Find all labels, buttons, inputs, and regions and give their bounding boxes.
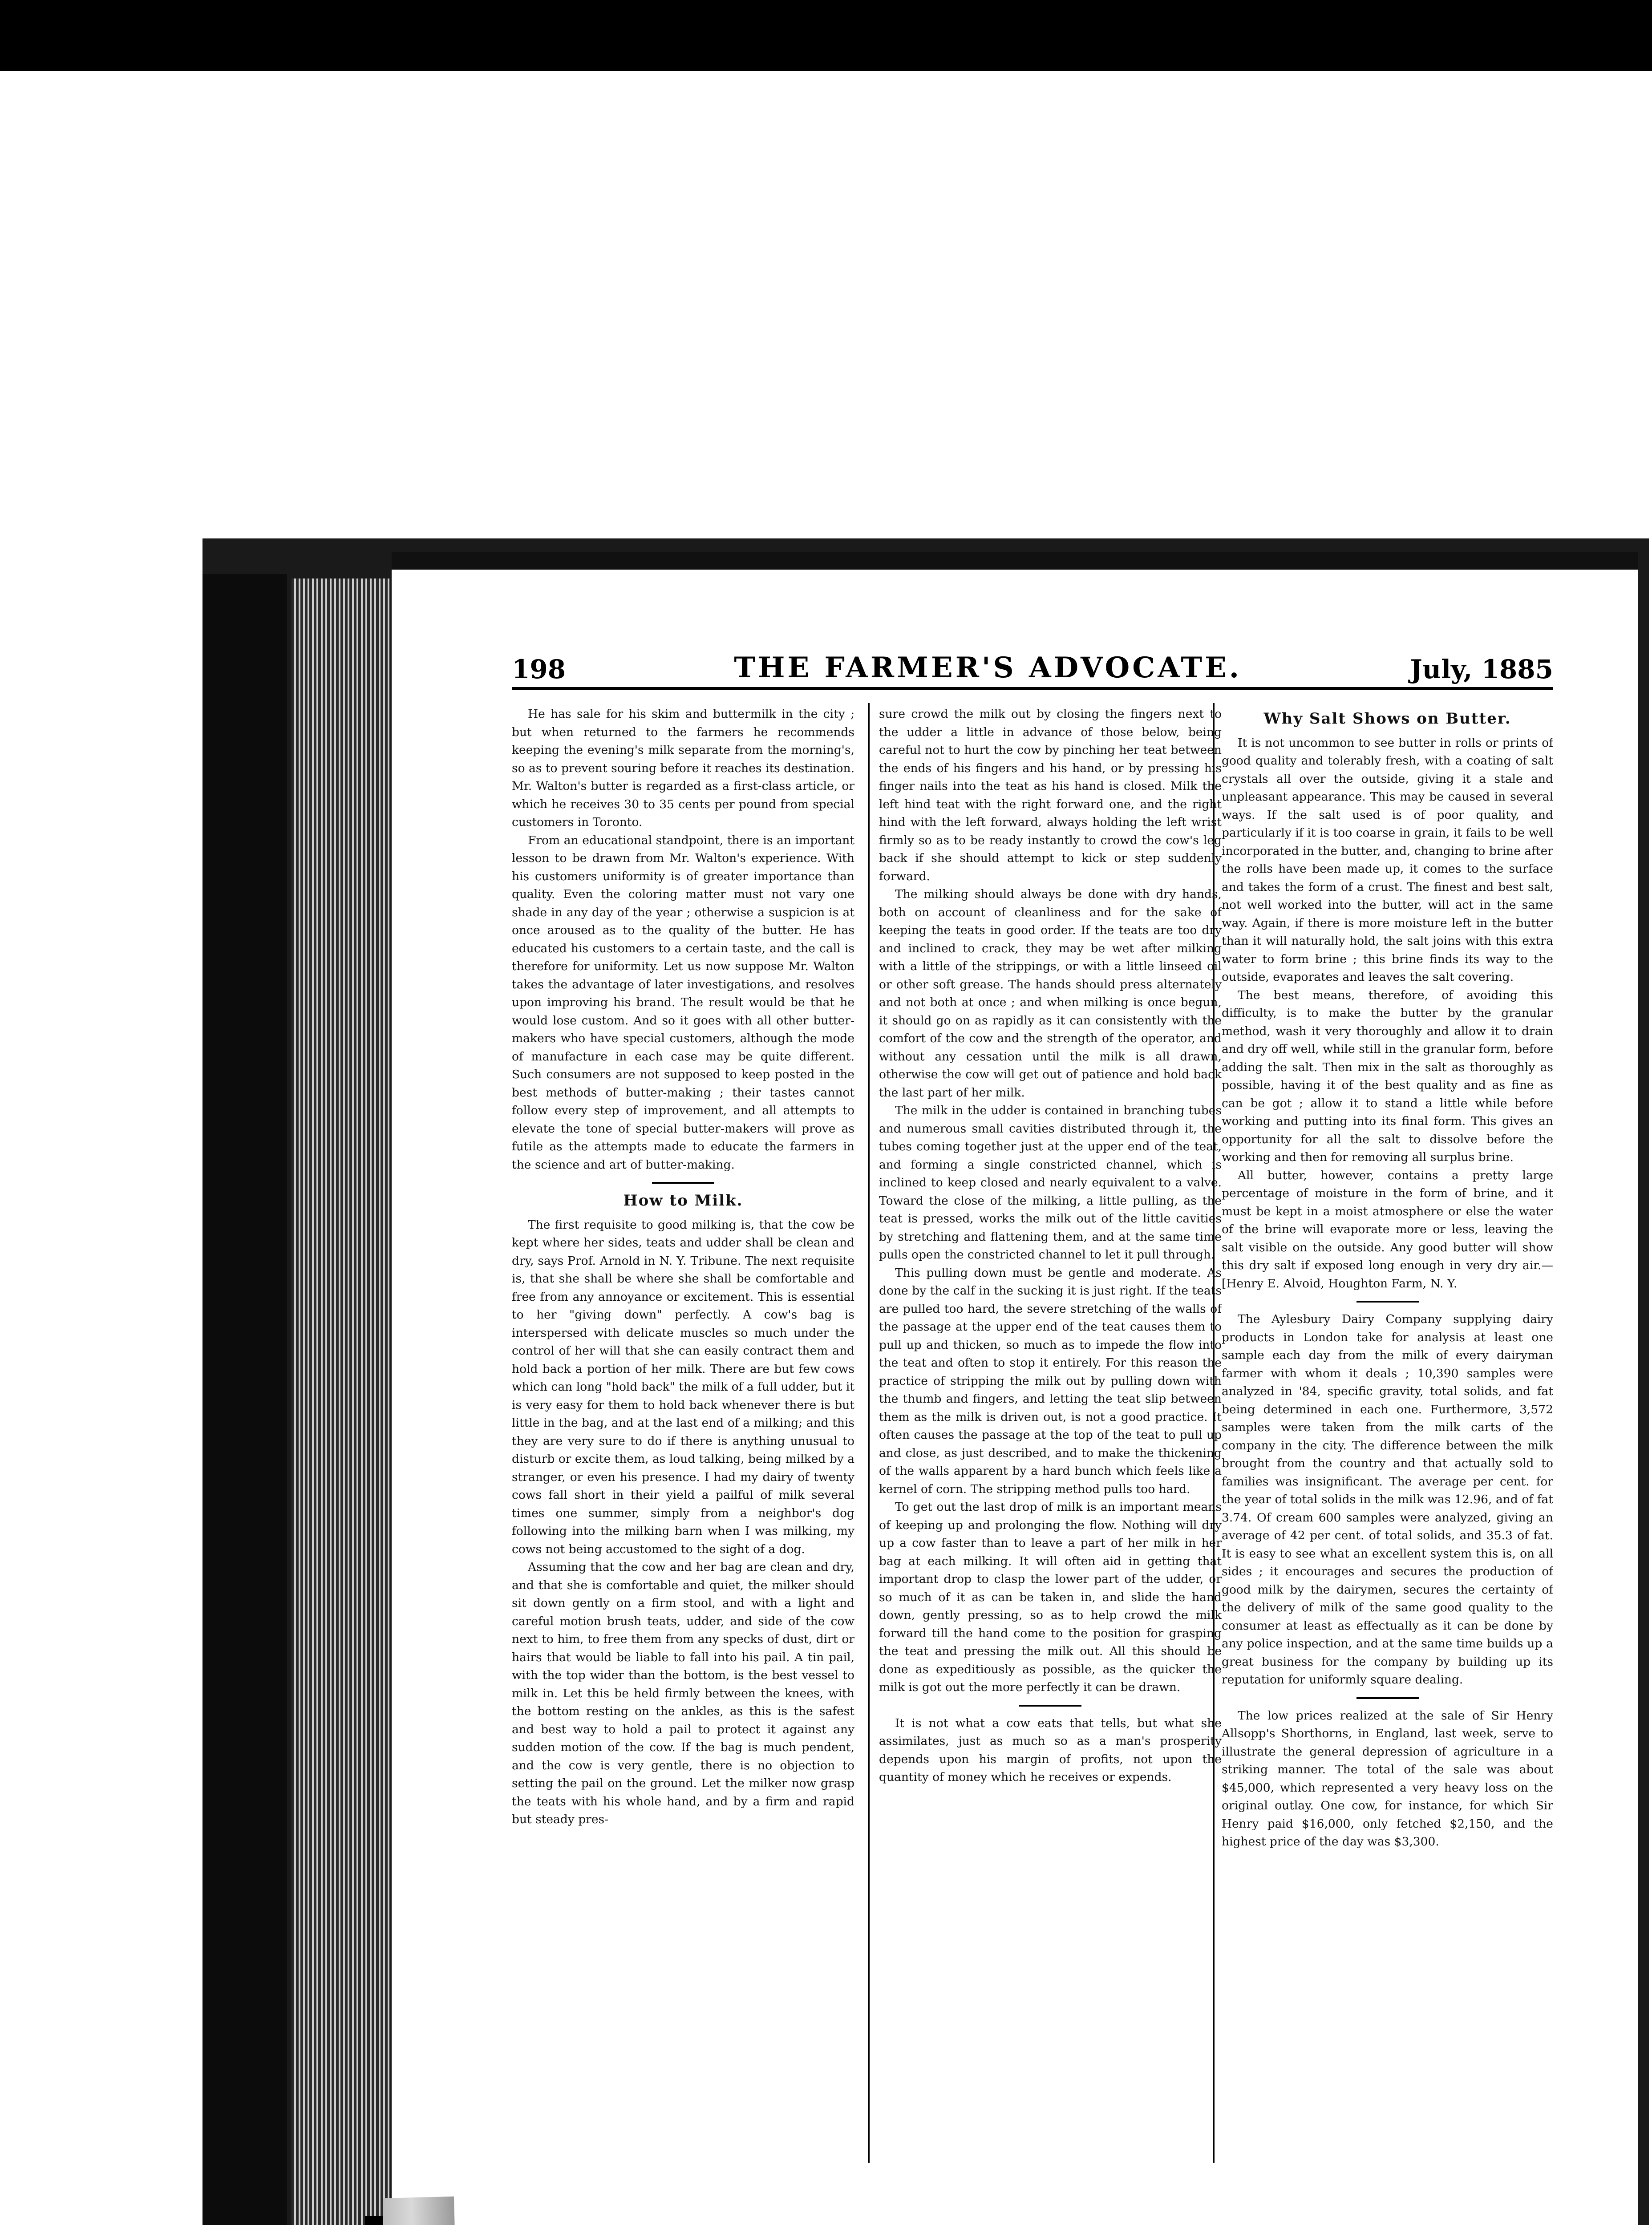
paragraph: The milking should always be done with dry hands, both on account of cleanliness and for the sake of keeping the teats in good order. If the teats are too dry and inclined to crack, they may be wet after milking with a little of the strippings, or with a little linseed oil or other soft grease. The hands should press alternately and not both at once ; and when milking is once begun, it should go on as rapidly as it can consistently with the comfort of the cow and the strength of the operator, and without any cessation until the milk is all drawn, otherwise the cow will get out of patience and hold back the last part of her milk.: [879, 887, 1222, 1100]
paragraph: The best means, therefore, of avoiding this difficulty, is to make the butter by the granular method, wash it very thoroughly and allow it to drain and dry off well, while still in the granular form, before adding the salt. Then mix in the salt as thoroughly as possible, having it of the best quality and as fine as can be got ; allow it to stand a little while before working and putting into its final form. This gives an opportunity for all the salt to dissolve before the working and then for removing all surplus brine.: [1222, 988, 1553, 1164]
paragraph: It is not what a cow eats that tells, but what she assimilates, just as much so as a man's prosperity depends upon his margin of profits, not upon the quantity of money which he receives or expends.: [879, 1716, 1222, 1784]
article-column-3: [1222, 705, 1553, 2160]
section-divider: [652, 1182, 714, 1184]
article-heading: Why Salt Shows on Butter.: [1263, 710, 1511, 728]
article-heading: How to Milk.: [623, 1192, 743, 1210]
page-top-edge: [392, 552, 1638, 570]
book-strap-shadow: [365, 2216, 383, 2225]
paragraph: To get out the last drop of milk is an important means of keeping up and prolonging the flow. Nothing will dry up a cow faster than to leave a part of her milk in her bag at each milking. It will often aid in getting that important drop to clasp the lower part of the udder, or so much of it as can be taken in, and slide the hand down, gently pressing, so as to help crowd the milk forward till the hand come to the position for grasping the teat and pressing the milk out. All this should be done as expeditiously as possible, as the quicker the milk is got out the more perfectly it can be drawn.: [879, 1500, 1222, 1694]
paragraph: The low prices realized at the sale of Sir Henry Allsopp's Shorthorns, in England, last week, serve to illustrate the general depression of agriculture in a striking manner. The total of the sale was about $45,000, which represented a very heavy loss on the original outlay. One cow, for instance, for which Sir Henry paid $16,000, only fetched $2,150, and the highest price of the day was $3,300.: [1222, 1708, 1553, 1849]
paragraph: He has sale for his skim and buttermilk in the city ; but when returned to the farmers he recommends keeping the evening's milk separate from the morning's, so as to prevent souring before it reaches its destination. Mr. Walton's butter is regarded as a first-class article, or which he receives 30 to 35 cents per pound from special customers in Toronto.: [512, 707, 854, 829]
paragraph: This pulling down must be gentle and moderate. As done by the calf in the sucking it is just right. If the teats are pulled too hard, the severe stretching of the walls of the passage at the upper end of the teat causes them to pull up and thicken, so much as to impede the flow into the teat and often to stop it entirely. For this reason the practice of stripping the milk out by pulling down with the thumb and fingers, and letting the teat slip between them as the milk is driven out, is not a good practice. It often causes the passage at the top of the teat to pull up and close, as just described, and to make the thickening of the walls apparent by a hard bunch which feels like a kernel of corn. The stripping method pulls too hard.: [879, 1266, 1222, 1496]
article-column-2: [879, 705, 1222, 2160]
column-divider: [868, 703, 870, 2163]
paragraph: The Aylesbury Dairy Company supplying dairy products in London take for analysis at least one sample each day from the milk of every dairyman farmer with whom it deals ; 10,390 samples were analyzed in '84, specific gravity, total solids, and fat being determined in each one. Furthermore, 3,572 samples were taken from the milk carts of the company in the city. The difference between the milk brought from the country and that actually sold to families was insignificant. The average per cent. for the year of total solids in the milk was 12.96, and of fat 3.74. Of cream 600 samples were analyzed, giving an average of 42 per cent. of total solids, and 35.3 of fat. It is easy to see what an excellent system this is, on all sides ; it encourages and secures the production of good milk by the dairymen, secures the certainty of the delivery of milk of the same good quality to the consumer at least as effectually as it can be done by any police inspection, and at the same time builds up a great business for the company by building up its reputation for uniformly square dealing.: [1222, 1312, 1553, 1687]
paragraph: All butter, however, contains a pretty large percentage of moisture in the form of brine, and it must be kept in a moist atmosphere or else the water of the brine will evaporate more or less, leaving the salt visible on the outside. Any good butter will show this dry salt if exposed long enough in very dry air.—[Henry E. Alvoid, Houghton Farm, N. Y.: [1222, 1168, 1553, 1290]
masthead-title: THE FARMER'S ADVOCATE.: [734, 651, 1242, 684]
paragraph: From an educational standpoint, there is an important lesson to be drawn from Mr. Walton's experience. With his customers uniformity is of greater importance than quality. Even the coloring matter must not vary one shade in any day of the year ; otherwise a suspicion is at once aroused as to the quality of the butter. He has educated his customers to a certain taste, and the call is therefore for uniformity. Let us now suppose Mr. Walton takes the advantage of later investigations, and resolves upon improving his brand. The result would be that he would lose custom. And so it goes with all other butter-makers who have special customers, although the mode of manufacture in each case may be quite different. Such consumers are not supposed to keep posted in the best methods of butter-making ; their tastes cannot follow every step of improvement, and all attempts to elevate the tone of special butter-makers will prove as futile as the attempts made to educate the farmers in the science and art of butter-making.: [512, 833, 854, 1172]
issue-date: July, 1885: [1410, 654, 1553, 684]
page-header: [512, 651, 1553, 690]
paragraph: Assuming that the cow and her bag are clean and dry, and that she is comfortable and quiet, the milker should sit down gently on a firm stool, and with a light and careful motion brush teats, udder, and side of the cow next to him, to free them from any specks of dust, dirt or hairs that would be liable to fall into his pail. A tin pail, with the top wider than the bottom, is the best vessel to milk in. Let this be held firmly between the knees, with the bottom resting on the ankles, as this is the safest and best way to hold a pail to protect it against any sudden motion of the cow. If the bag is much pendent, and the cow is very gentle, there is no objection to setting the pail on the ground. Let the milker now grasp the teats with his whole hand, and by a firm and rapid but steady pres-: [512, 1560, 854, 1826]
section-divider: [1356, 1301, 1419, 1303]
paragraph: The milk in the udder is contained in branching tubes and numerous small cavities distributed through it, the tubes coming together just at the upper end of the teat, and forming a single constricted channel, which is inclined to keep closed and nearly equivalent to a valve. Toward the close of the milking, a little pulling, as the teat is pressed, works the milk out of the little cavities by stretching and flattening them, and at the same time pulls open the constricted channel to let it pull through.: [879, 1104, 1222, 1262]
section-divider: [1356, 1697, 1419, 1699]
paragraph: sure crowd the milk out by closing the fingers next to the udder a little in advance of those below, being careful not to hurt the cow by pinching her teat between the ends of his fingers and his hand, or by pressing his finger nails into the teat as his hand is closed. Milk the left hind teat with the right forward one, and the right hind with the left forward, always holding the left wrist firmly so as to be ready instantly to crowd the cow's leg back if she should attempt to kick or step suddenly forward.: [879, 707, 1222, 883]
page-number: 198: [512, 654, 566, 684]
page-edges: [292, 578, 389, 2225]
article-column-1: [512, 705, 854, 2160]
book-spine: [202, 574, 287, 2225]
paragraph: It is not uncommon to see butter in rolls or prints of good quality and tolerably fresh, with a coating of salt crystals all over the outside, giving it a stale and unpleasant appearance. This may be caused in several ways. If the salt used is of poor quality, and particularly if it is too coarse in grain, it fails to be well incorporated in the butter, and, changing to brine after the rolls have been made up, it comes to the surface and takes the form of a crust. The finest and best salt, not well worked into the butter, will act in the same way. Again, if there is more moisture left in the butter than it will naturally hold, the salt joins with this extra water to form brine ; this brine finds its way to the outside, evaporates and leaves the salt covering.: [1222, 736, 1553, 984]
section-divider: [1019, 1705, 1081, 1707]
paragraph: The first requisite to good milking is, that the cow be kept where her sides, teats and udder shall be clean and dry, says Prof. Arnold in N. Y. Tribune. The next requisite is, that she shall be where she shall be comfortable and free from any annoyance or excitement. This is essential to her "giving down" perfectly. A cow's bag is interspersed with delicate muscles so much under the control of her will that she can easily contract them and hold back a portion of her milk. There are but few cows which can long "hold back" the milk of a full udder, but it is very easy for them to hold back whenever there is but little in the bag, and at the last end of a milking; and this they are very sure to do if there is anything unusual to disturb or excite them, as loud talking, being milked by a stranger, or even his presence. I had my dairy of twenty cows fall short in their yield a pailful of milk several times one summer, simply from a neighbor's dog following into the milking barn when I was milking, my cows not being accustomed to the sight of a dog.: [512, 1218, 854, 1556]
